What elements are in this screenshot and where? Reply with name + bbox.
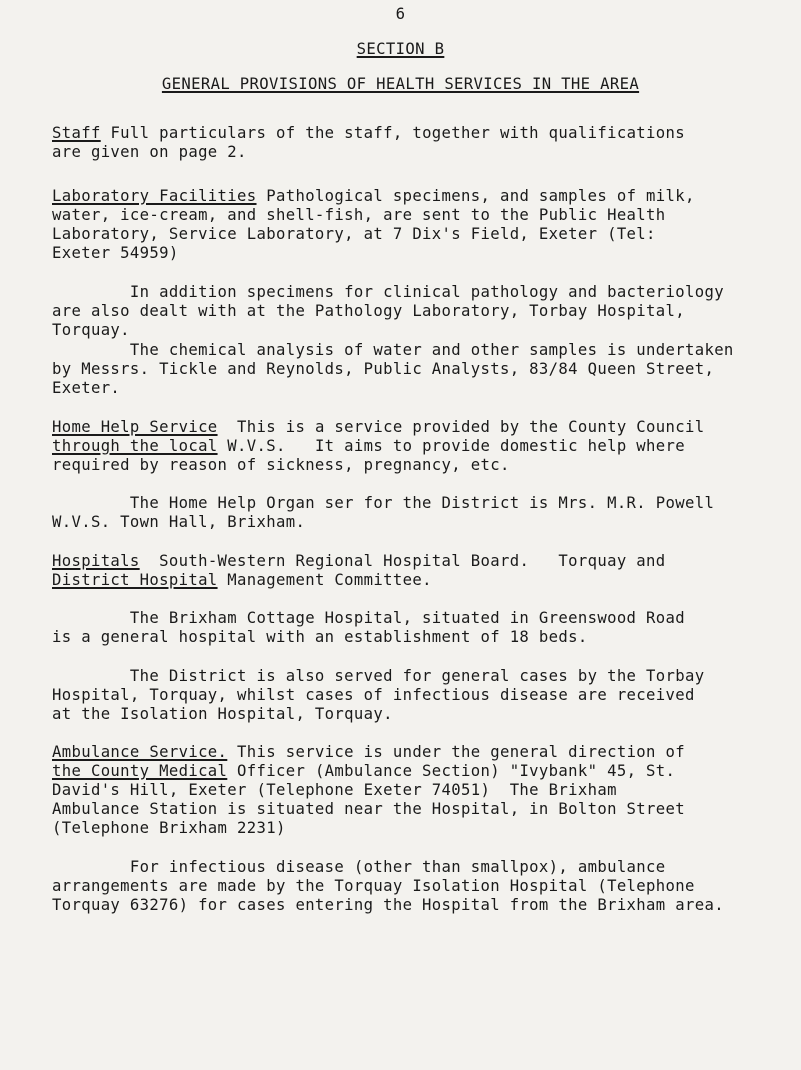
hospitals-paragraph-line1: Hospitals South-Western Regional Hospital Board. Torquay and bbox=[52, 552, 666, 570]
ambulance-paragraph-line3: David's Hill, Exeter (Telephone Exeter 74051) The Brixham bbox=[52, 781, 617, 799]
home-help-organiser-line1: The Home Help Organ ser for the District is Mrs. M.R. Powell bbox=[52, 494, 715, 512]
analysis-paragraph-line2: by Messrs. Tickle and Reynolds, Public Analysts, 83/84 Queen Street, bbox=[52, 360, 715, 378]
ambulance-paragraph-line5: (Telephone Brixham 2231) bbox=[52, 819, 286, 837]
pathology-paragraph-line3: Torquay. bbox=[52, 321, 130, 339]
section-title: SECTION B bbox=[356, 40, 445, 58]
ambulance-paragraph-line4: Ambulance Station is situated near the Hospital, in Bolton Street bbox=[52, 800, 685, 818]
analysis-paragraph-line1: The chemical analysis of water and other samples is undertaken bbox=[52, 341, 734, 359]
home-help-label: Home Help Service bbox=[52, 418, 218, 436]
district-hospital-line1: The District is also served for general cases by the Torbay bbox=[52, 667, 705, 685]
staff-paragraph-line2: are given on page 2. bbox=[52, 143, 247, 161]
page-number: 6 bbox=[395, 5, 406, 23]
district-hospital-line3: at the Isolation Hospital, Torquay. bbox=[52, 705, 393, 723]
infectious-ambulance-line1: For infectious disease (other than smallpox), ambulance bbox=[52, 858, 666, 876]
cottage-hospital-line2: is a general hospital with an establishment of 18 beds. bbox=[52, 628, 588, 646]
laboratory-paragraph-line4: Exeter 54959) bbox=[52, 244, 179, 262]
home-help-paragraph-line2: through the local W.V.S. It aims to provide domestic help where bbox=[52, 437, 685, 455]
ambulance-paragraph-line2: the County Medical Officer (Ambulance Section) "Ivybank" 45, St. bbox=[52, 762, 676, 780]
infectious-ambulance-line2: arrangements are made by the Torquay Isolation Hospital (Telephone bbox=[52, 877, 695, 895]
staff-label: Staff bbox=[52, 124, 101, 142]
laboratory-paragraph-line3: Laboratory, Service Laboratory, at 7 Dix's Field, Exeter (Tel: bbox=[52, 225, 656, 243]
laboratory-paragraph-line1: Laboratory Facilities Pathological specimens, and samples of milk, bbox=[52, 187, 695, 205]
staff-paragraph-line1: Staff Full particulars of the staff, together with qualifications bbox=[52, 124, 685, 142]
home-help-paragraph-line1: Home Help Service This is a service provided by the County Council bbox=[52, 418, 705, 436]
home-help-paragraph-line3: required by reason of sickness, pregnancy, etc. bbox=[52, 456, 510, 474]
home-help-organiser-line2: W.V.S. Town Hall, Brixham. bbox=[52, 513, 306, 531]
cottage-hospital-line1: The Brixham Cottage Hospital, situated in Greenswood Road bbox=[52, 609, 685, 627]
infectious-ambulance-line3: Torquay 63276) for cases entering the Hospital from the Brixham area. bbox=[52, 896, 724, 914]
hospitals-label: Hospitals bbox=[52, 552, 140, 570]
district-hospital-line2: Hospital, Torquay, whilst cases of infectious disease are received bbox=[52, 686, 695, 704]
analysis-paragraph-line3: Exeter. bbox=[52, 379, 121, 397]
pathology-paragraph-line1: In addition specimens for clinical pathology and bacteriology bbox=[52, 283, 724, 301]
ambulance-paragraph-line1: Ambulance Service. This service is under the general direction of bbox=[52, 743, 685, 761]
ambulance-label: Ambulance Service. bbox=[52, 743, 228, 761]
laboratory-label: Laboratory Facilities bbox=[52, 187, 257, 205]
main-heading: GENERAL PROVISIONS OF HEALTH SERVICES IN THE AREA bbox=[161, 75, 640, 93]
hospitals-paragraph-line2: District Hospital Management Committee. bbox=[52, 571, 432, 589]
laboratory-paragraph-line2: water, ice-cream, and shell-fish, are sent to the Public Health bbox=[52, 206, 666, 224]
pathology-paragraph-line2: are also dealt with at the Pathology Laboratory, Torbay Hospital, bbox=[52, 302, 685, 320]
